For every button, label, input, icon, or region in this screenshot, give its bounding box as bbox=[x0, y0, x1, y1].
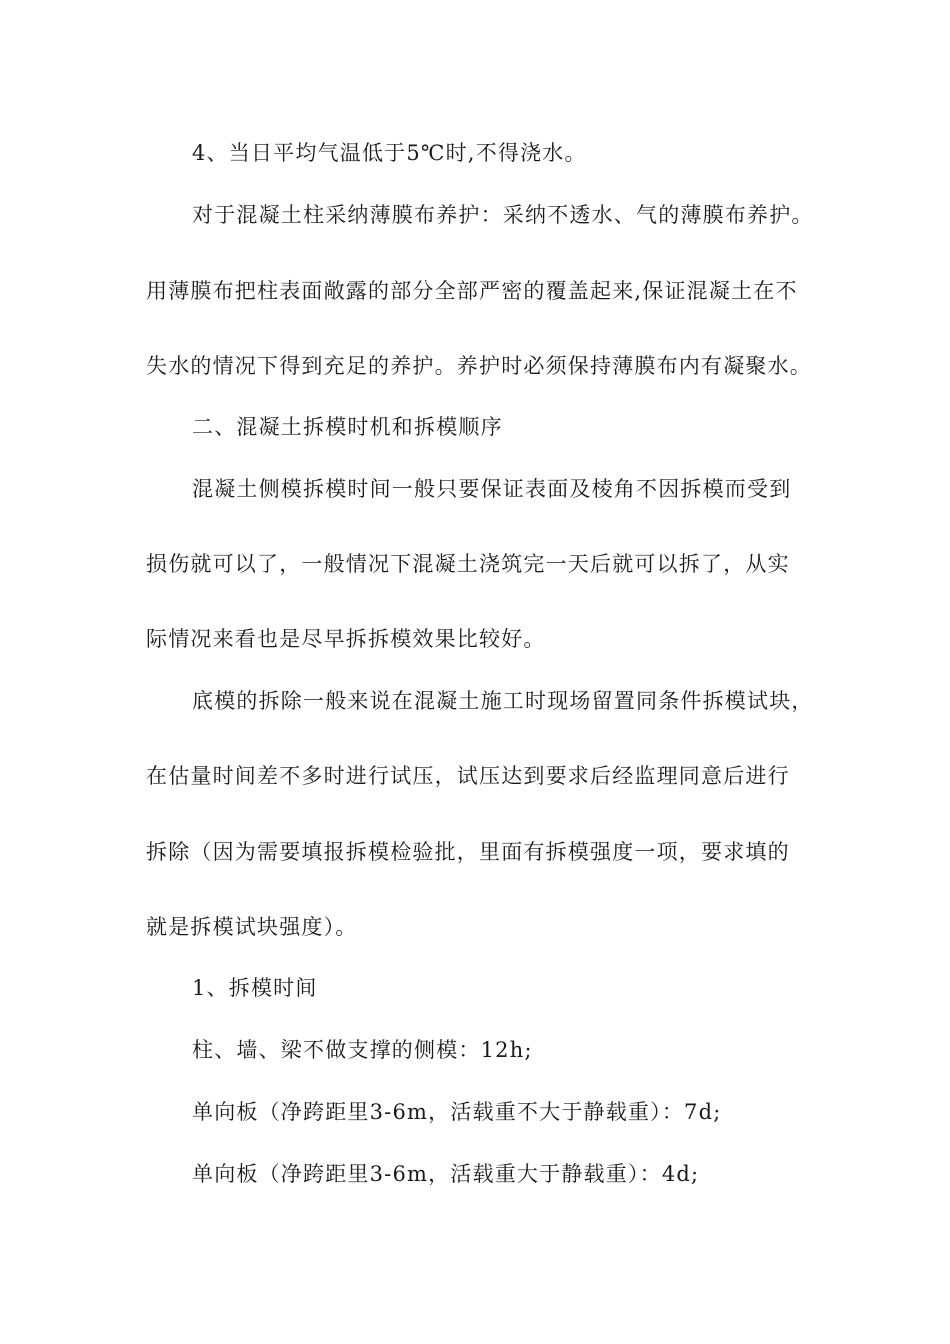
paragraph-line: 对于混凝土柱采纳薄膜布养护：采纳不透水、气的薄膜布养护。 bbox=[192, 203, 814, 227]
paragraph-line: 拆除（因为需要填报拆模检验批，里面有拆模强度一项，要求填的 bbox=[146, 840, 790, 864]
paragraph-line: 失水的情况下得到充足的养护。养护时必须保持薄膜布内有凝聚水。 bbox=[146, 354, 812, 378]
paragraph-line: 4、当日平均气温低于5℃时,不得浇水。 bbox=[192, 141, 587, 165]
paragraph-line: 就是拆模试块强度）。 bbox=[146, 915, 358, 939]
paragraph-line: 在估量时间差不多时进行试压，试压达到要求后经监理同意后进行 bbox=[146, 764, 790, 788]
paragraph-line: 用薄膜布把柱表面敞露的部分全部严密的覆盖起来,保证混凝土在不 bbox=[146, 279, 798, 303]
paragraph-line: 混凝土侧模拆模时间一般只要保证表面及棱角不因拆模而受到 bbox=[192, 477, 792, 501]
list-item: 单向板（净跨距里3-6m，活载重大于静载重）：4d; bbox=[192, 1162, 700, 1186]
paragraph-line: 际情况来看也是尽早拆拆模效果比较好。 bbox=[146, 627, 546, 651]
paragraph-line: 损伤就可以了，一般情况下混凝土浇筑完一天后就可以拆了，从实 bbox=[146, 552, 790, 576]
list-item: 柱、墙、梁不做支撑的侧模：12h; bbox=[192, 1038, 533, 1062]
list-item: 单向板（净跨距里3-6m，活载重不大于静载重）：7d; bbox=[192, 1100, 722, 1124]
paragraph-line: 底模的拆除一般来说在混凝土施工时现场留置同条件拆模试块， bbox=[192, 689, 814, 713]
subsection-heading: 1、拆模时间 bbox=[192, 976, 318, 1000]
section-heading: 二、混凝土拆模时机和拆模顺序 bbox=[192, 415, 503, 439]
